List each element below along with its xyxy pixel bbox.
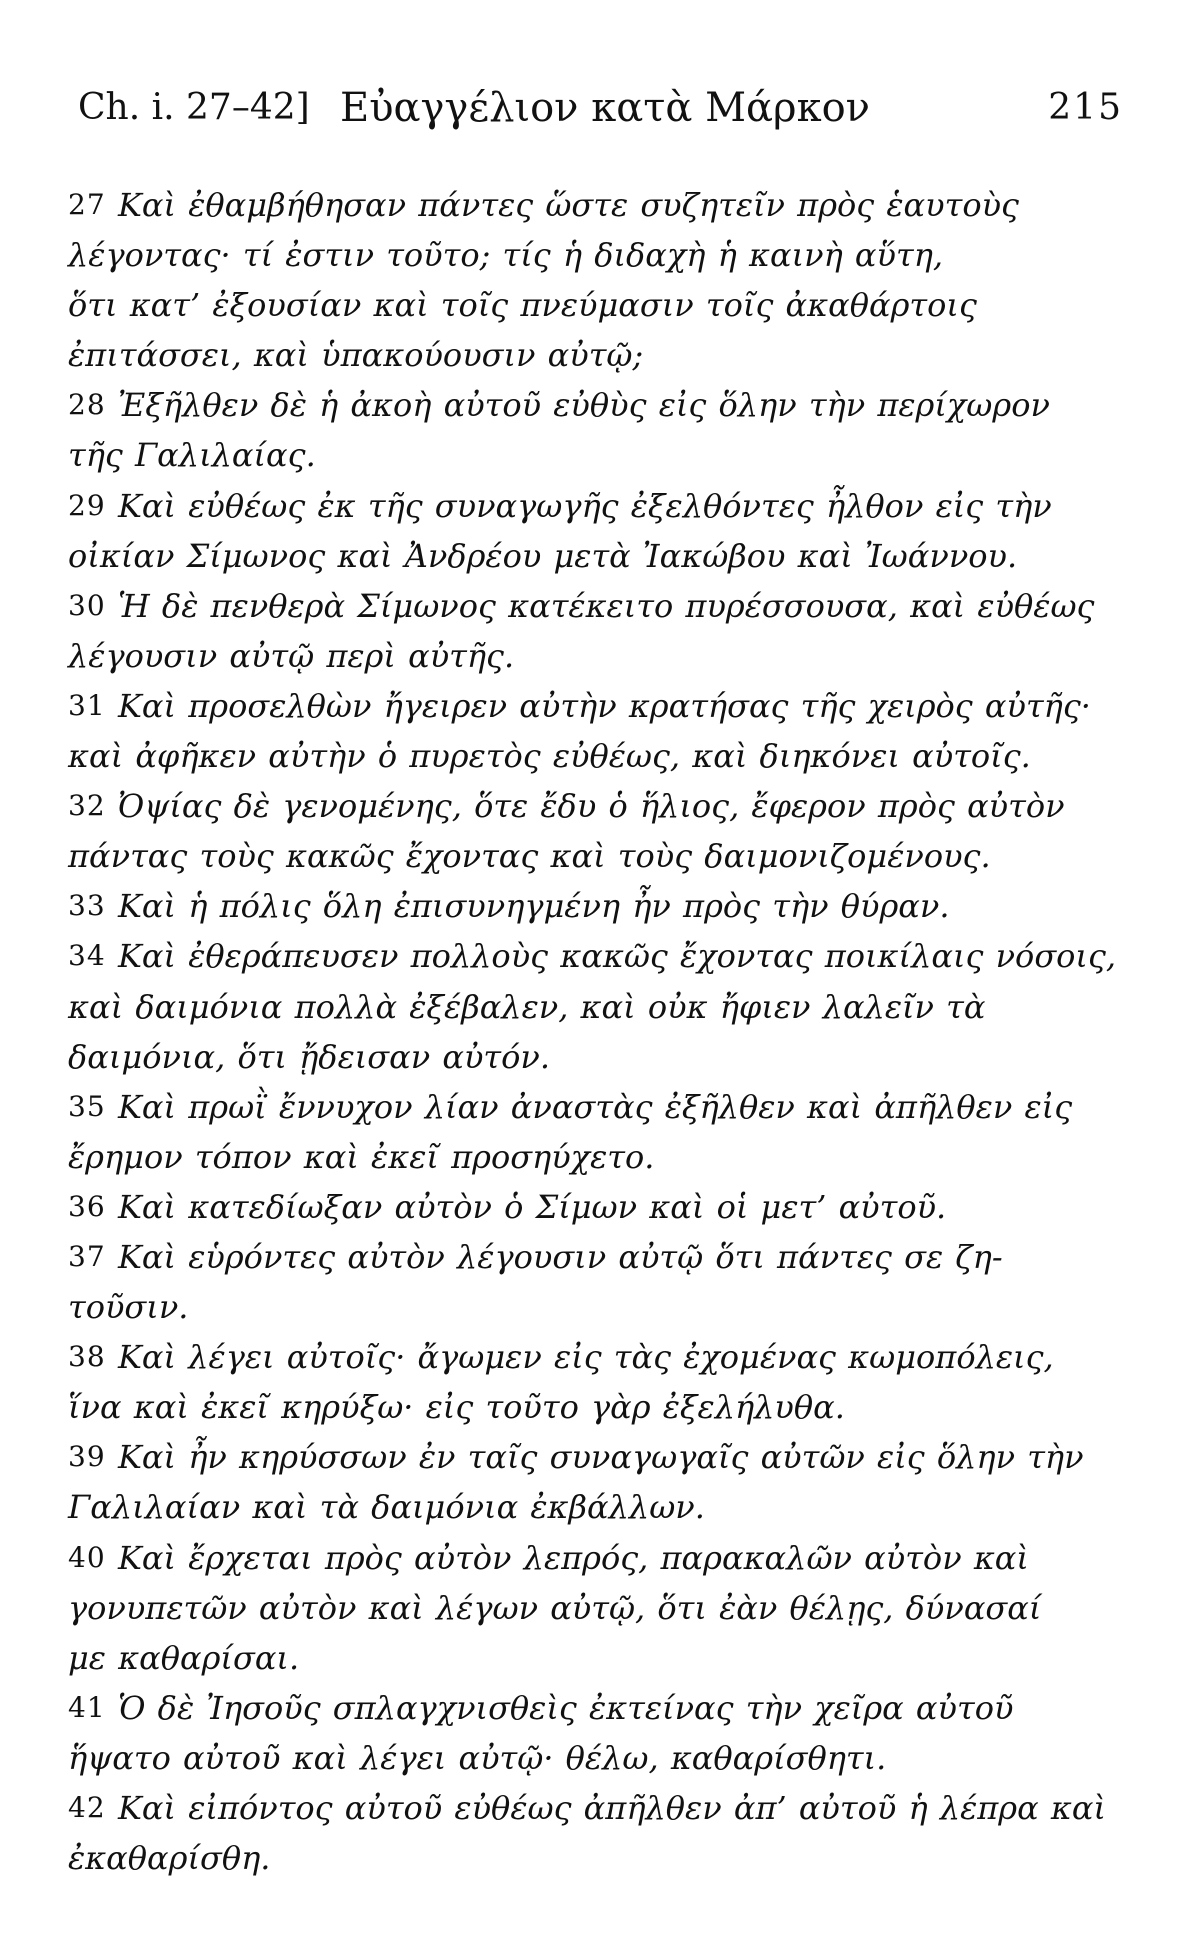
verse-text-line: με καθαρίσαι. — [68, 1638, 300, 1677]
verse-text-line: καὶ δαιμόνια πολλὰ ἐξέβαλεν, καὶ οὐκ ἤφιεν λαλεῖν τὰ — [68, 987, 986, 1026]
verse-text-line: ἥψατο αὐτοῦ καὶ λέγει αὐτῷ· θέλω, καθαρίσθητι. — [68, 1738, 887, 1777]
verse-text-line: καὶ ἀφῆκεν αὐτὴν ὁ πυρετὸς εὐθέως, καὶ διηκόνει αὐτοῖς. — [68, 737, 1031, 776]
verse-text-line: δαιμόνια, ὅτι ᾔδεισαν αὐτόν. — [68, 1037, 551, 1076]
verse-number: 39 — [68, 1440, 106, 1474]
verse-text-line: Ἡ δὲ πενθερὰ Σίμωνος κατέκειτο πυρέσσουσα, καὶ εὐθέως — [118, 586, 1095, 625]
verse — [68, 1432, 1128, 1532]
verse-text-line: ἔρημον τόπον καὶ ἐκεῖ προσηύχετο. — [68, 1137, 655, 1176]
verse — [68, 931, 1128, 1081]
verse-text-line: Καὶ λέγει αὐτοῖς· ἄγωμεν εἰς τὰς ἐχομένας κωμοπόλεις, — [118, 1338, 1054, 1377]
verse — [68, 881, 1128, 931]
page-number: 215 — [1048, 87, 1123, 128]
verse — [68, 1232, 1128, 1332]
verse-text-line: πάντας τοὺς κακῶς ἔχοντας καὶ τοὺς δαιμονιζομένους. — [68, 837, 991, 876]
verse — [68, 681, 1128, 781]
verse-text-line: Καὶ κατεδίωξαν αὐτὸν ὁ Σίμων καὶ οἱ μετ’ αὐτοῦ. — [118, 1187, 947, 1226]
verse-text-line: Καὶ ἔρχεται πρὸς αὐτὸν λεπρός, παρακαλῶν αὐτὸν καὶ — [118, 1538, 1029, 1577]
verse-text-line: τοῦσιν. — [68, 1288, 189, 1327]
verse-text-line: Καὶ εὐθέως ἐκ τῆς συναγωγῆς ἐξελθόντες ἦλθον εἰς τὴν — [118, 486, 1052, 525]
verse — [68, 180, 1128, 380]
verse-text-line: λέγοντας· τί ἐστιν τοῦτο; τίς ἡ διδαχὴ ἡ καινὴ αὕτη, — [68, 236, 944, 275]
verse-number: 40 — [68, 1540, 106, 1574]
verse-number: 29 — [68, 488, 106, 522]
verse-number: 31 — [68, 688, 106, 722]
verse-number: 30 — [68, 588, 106, 622]
chapter-reference: Ch. i. 27–42] — [78, 87, 310, 128]
verse-body — [68, 180, 1128, 1883]
verse-text-line: ἐπιτάσσει, καὶ ὑπακούουσιν αὐτῷ; — [68, 336, 644, 375]
verse-number: 27 — [68, 188, 106, 221]
verse-text-line: λέγουσιν αὐτῷ περὶ αὐτῆς. — [68, 636, 515, 675]
verse-text-line: Ἐξῆλθεν δὲ ἡ ἀκοὴ αὐτοῦ εὐθὺς εἰς ὅλην τὴν περίχωρον — [118, 386, 1050, 425]
verse-text-line: Καὶ ἐθεράπευσεν πολλοὺς κακῶς ἔχοντας ποικίλαις νόσοις, — [118, 937, 1117, 976]
verse — [68, 581, 1128, 681]
verse-number: 41 — [68, 1690, 106, 1724]
verse — [68, 1182, 1128, 1232]
verse — [68, 781, 1128, 881]
verse-number: 33 — [68, 889, 106, 923]
verse — [68, 1783, 1128, 1883]
verse-text-line: Γαλιλαίαν καὶ τὰ δαιμόνια ἐκβάλλων. — [68, 1488, 705, 1527]
verse-text-line: ἵνα καὶ ἐκεῖ κηρύξω· εἰς τοῦτο γὰρ ἐξελήλυθα. — [68, 1388, 845, 1427]
verse-text-line: Ὁ δὲ Ἰησοῦς σπλαγχνισθεὶς ἐκτείνας τὴν χεῖρα αὐτοῦ — [118, 1688, 1014, 1727]
verse — [68, 1332, 1128, 1432]
verse-text-line: Καὶ ἡ πόλις ὅλη ἐπισυνηγμένη ἦν πρὸς τὴν θύραν. — [118, 887, 950, 926]
verse-text-line: Καὶ εὑρόντες αὐτὸν λέγουσιν αὐτῷ ὅτι πάντες σε ζη- — [118, 1237, 1003, 1276]
verse-text-line: Καὶ εἰπόντος αὐτοῦ εὐθέως ἀπῆλθεν ἀπ’ αὐτοῦ ἡ λέπρα καὶ — [118, 1789, 1107, 1827]
verse-text-line: τῆς Γαλιλαίας. — [68, 436, 316, 475]
verse-number: 38 — [68, 1340, 106, 1374]
verse-number: 35 — [68, 1089, 106, 1123]
running-header — [78, 78, 1123, 138]
verse-number: 34 — [68, 939, 106, 973]
verse-text-line: Καὶ ἐθαμβήθησαν πάντες ὥστε συζητεῖν πρὸς ἑαυτοὺς — [118, 186, 1019, 224]
verse-text-line: Καὶ πρωῒ ἔννυχον λίαν ἀναστὰς ἐξῆλθεν καὶ ἀπῆλθεν εἰς — [118, 1087, 1073, 1126]
verse-text-line: Καὶ ἦν κηρύσσων ἐν ταῖς συναγωγαῖς αὐτῶν εἰς ὅλην τὴν — [118, 1438, 1084, 1477]
verse-number: 32 — [68, 789, 106, 823]
verse — [68, 481, 1128, 581]
verse-text-line: οἰκίαν Σίμωνος καὶ Ἀνδρέου μετὰ Ἰακώβου καὶ Ἰωάννου. — [68, 536, 1018, 575]
verse-text-line: Καὶ προσελθὼν ἤγειρεν αὐτὴν κρατήσας τῆς χειρὸς αὐτῆς· — [118, 686, 1091, 725]
verse-text-line: γονυπετῶν αὐτὸν καὶ λέγων αὐτῷ, ὅτι ἐὰν θέλῃς, δύνασαί — [68, 1588, 1042, 1627]
verse — [68, 1082, 1128, 1182]
verse-text-line: Ὀψίας δὲ γενομένης, ὅτε ἔδυ ὁ ἥλιος, ἔφερον πρὸς αὐτὸν — [118, 787, 1065, 826]
verse-text-line: ὅτι κατ’ ἐξουσίαν καὶ τοῖς πνεύμασιν τοῖς ἀκαθάρτοις — [68, 286, 977, 325]
verse-number: 28 — [68, 388, 106, 422]
verse — [68, 1683, 1128, 1783]
verse — [68, 380, 1128, 480]
page-title: Εὐαγγέλιον κατὰ Μάρκον — [340, 85, 870, 131]
verse-text-line: ἐκαθαρίσθη. — [68, 1839, 271, 1878]
verse-number: 42 — [68, 1791, 106, 1824]
verse-number: 36 — [68, 1189, 106, 1223]
verse — [68, 1533, 1128, 1683]
verse-number: 37 — [68, 1239, 106, 1273]
